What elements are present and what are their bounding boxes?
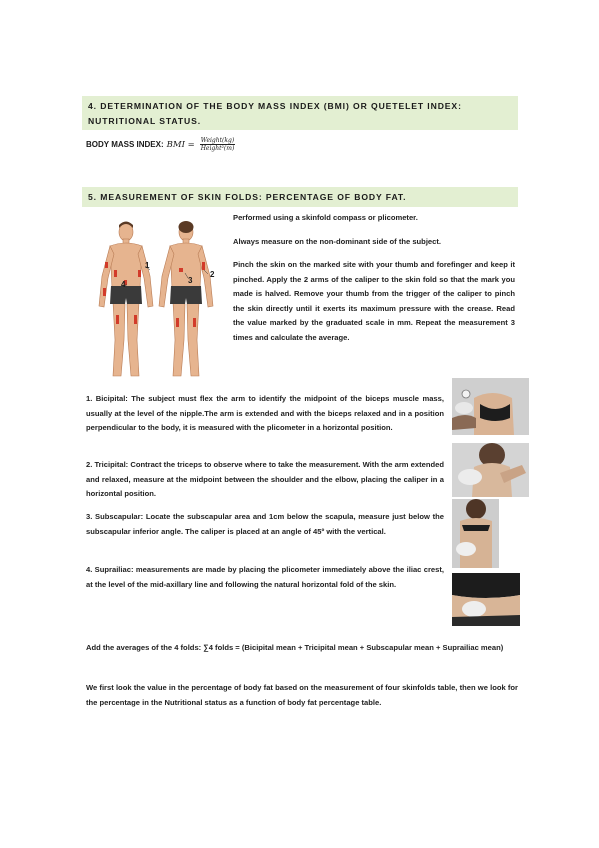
bmi-label: BODY MASS INDEX:	[86, 140, 164, 149]
skinfold-sites-illustration	[90, 218, 225, 388]
bmi-fraction	[200, 137, 235, 152]
site-subscapular: 3. Subscapular: Locate the subscapular area and 1cm below the scapula, measure just below the subscapular inferior angle. The caliper is placed at an angle of 45º with the vertical.	[86, 512, 444, 536]
section-5-heading: 5. MEASUREMENT OF SKIN FOLDS: PERCENTAGE OF BODY FAT.	[82, 187, 518, 207]
suprailiac-photo	[452, 573, 520, 626]
site-tricipital: 2. Tricipital: Contract the triceps to observe where to take the measurement. With the arm extended and relaxed, measure at the midpoint between the shoulder and the elbow, placing the caliper in a horizontal position.	[86, 460, 444, 498]
bmi-denominator: Height²(m)	[200, 145, 235, 152]
intro-paragraph-1: Performed using a skinfold compass or plicometer.	[233, 213, 418, 222]
sum-paragraph: Add the averages of the 4 folds: ∑4 folds = (Bicipital mean + Tricipital mean + Subscapular mean + Suprailiac mean)	[86, 643, 504, 652]
intro-paragraph-3: Pinch the skin on the marked site with your thumb and forefinger and keep it pinched. Apply the 2 arms of the caliper to the skin fold so that the mark you made is halved. Remove your thumb from the trigger of the caliper to pinch the skin directly until it exerts its maximum pressure with the crease. Read the value marked by the graduated scale in mm. Repeat the measurement 3 times and calculate the average.	[233, 260, 515, 342]
figure-label-2: 2	[210, 270, 215, 279]
site-suprailiac: 4. Suprailiac: measurements are made by placing the plicometer immediately above the iliac crest, at the level of the mid-axillary line and following the natural horizontal fold of the skin.	[86, 565, 444, 589]
bicipital-photo	[452, 378, 529, 435]
figure-label-3: 3	[188, 276, 193, 285]
site-bicipital: 1. Bicipital: The subject must flex the arm to identify the midpoint of the biceps muscle mass, usually at the level of the nipple.The arm is extended and with the biceps relaxed and in a position perpendicular to the body, it is measured with the plicometer in a horizontal position.	[86, 394, 444, 432]
final-paragraph: We first look the value in the percentage of body fat based on the measurement of four skinfolds table, then we look for the percentage in the Nutritional status as a function of body fat percentage table.	[86, 683, 518, 707]
tricipital-photo	[452, 443, 529, 497]
bmi-numerator: Weight(kg)	[200, 137, 235, 144]
intro-paragraph-2: Always measure on the non-dominant side of the subject.	[233, 237, 442, 246]
body-figures-svg	[90, 218, 225, 388]
figure-label-4: 4	[121, 280, 126, 289]
figure-label-1: 1	[145, 261, 150, 270]
bmi-formula	[86, 137, 235, 152]
subscapular-photo	[452, 499, 499, 568]
section-4-heading: 4. DETERMINATION OF THE BODY MASS INDEX (BMI) OR QUETELET INDEX: NUTRITIONAL STATUS.	[82, 96, 518, 130]
bmi-variable: BMI =	[166, 139, 195, 150]
